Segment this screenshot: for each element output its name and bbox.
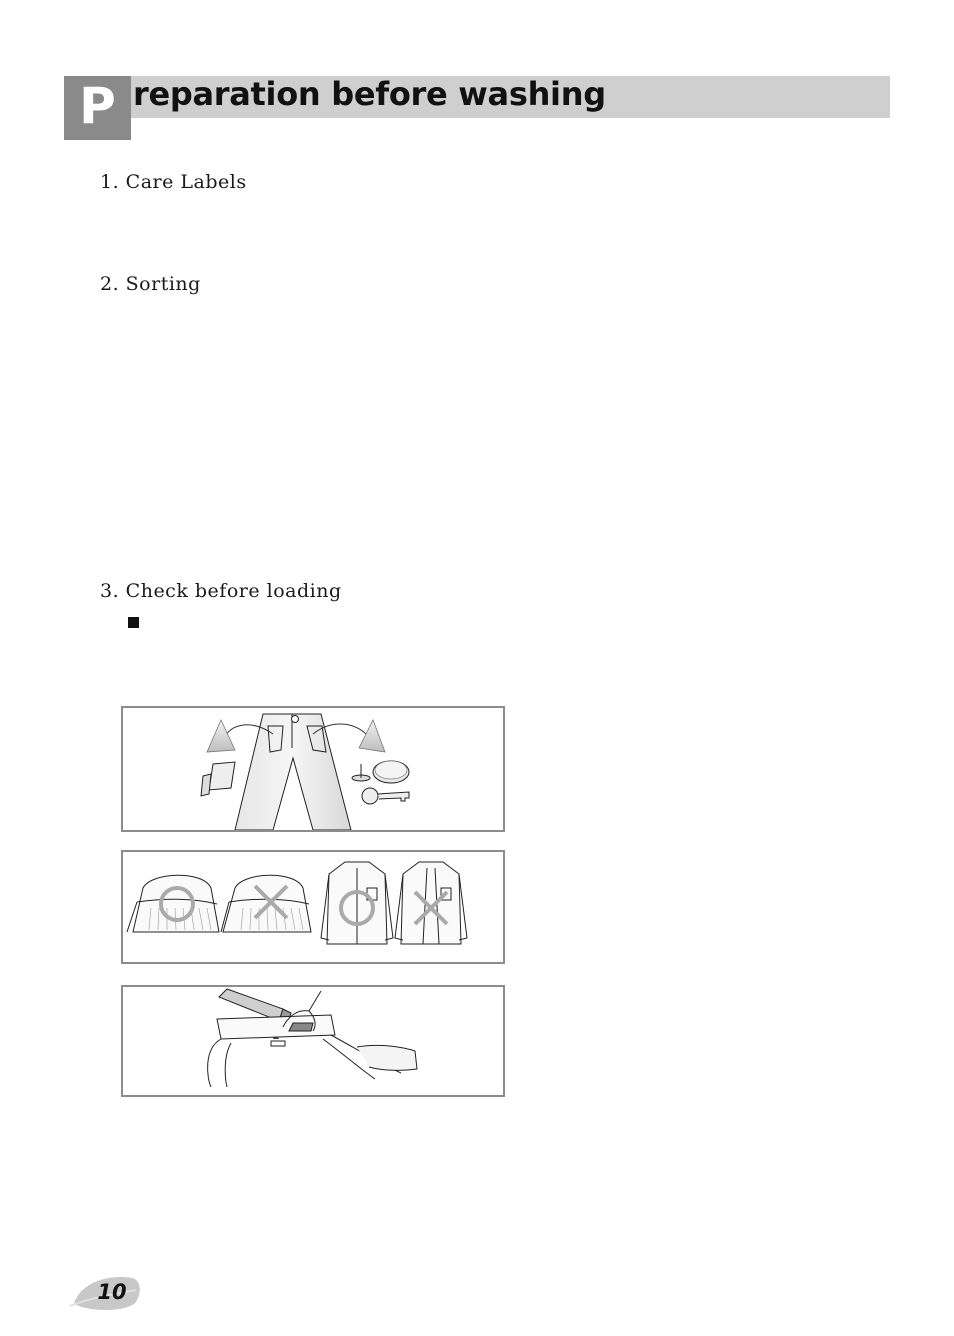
pretreat-stains-illustration — [123, 987, 503, 1095]
section-heading-check-before-loading: 3. Check before loading — [100, 580, 342, 602]
page-number: 10 — [97, 1280, 127, 1304]
title-initial-letter: P — [79, 77, 116, 135]
fasten-waistband-and-buttons-illustration — [123, 852, 503, 962]
empty-pockets-illustration — [123, 708, 503, 830]
fasten-garments-figure — [121, 850, 505, 964]
title-initial-box — [64, 76, 131, 140]
section-heading-sorting: 2. Sorting — [100, 273, 201, 295]
bullet-square-icon — [128, 617, 139, 628]
pretreat-stains-figure — [121, 985, 505, 1097]
page-title: reparation before washing — [133, 75, 606, 113]
empty-pockets-figure — [121, 706, 505, 832]
section-heading-care-labels: 1. Care Labels — [100, 171, 247, 193]
